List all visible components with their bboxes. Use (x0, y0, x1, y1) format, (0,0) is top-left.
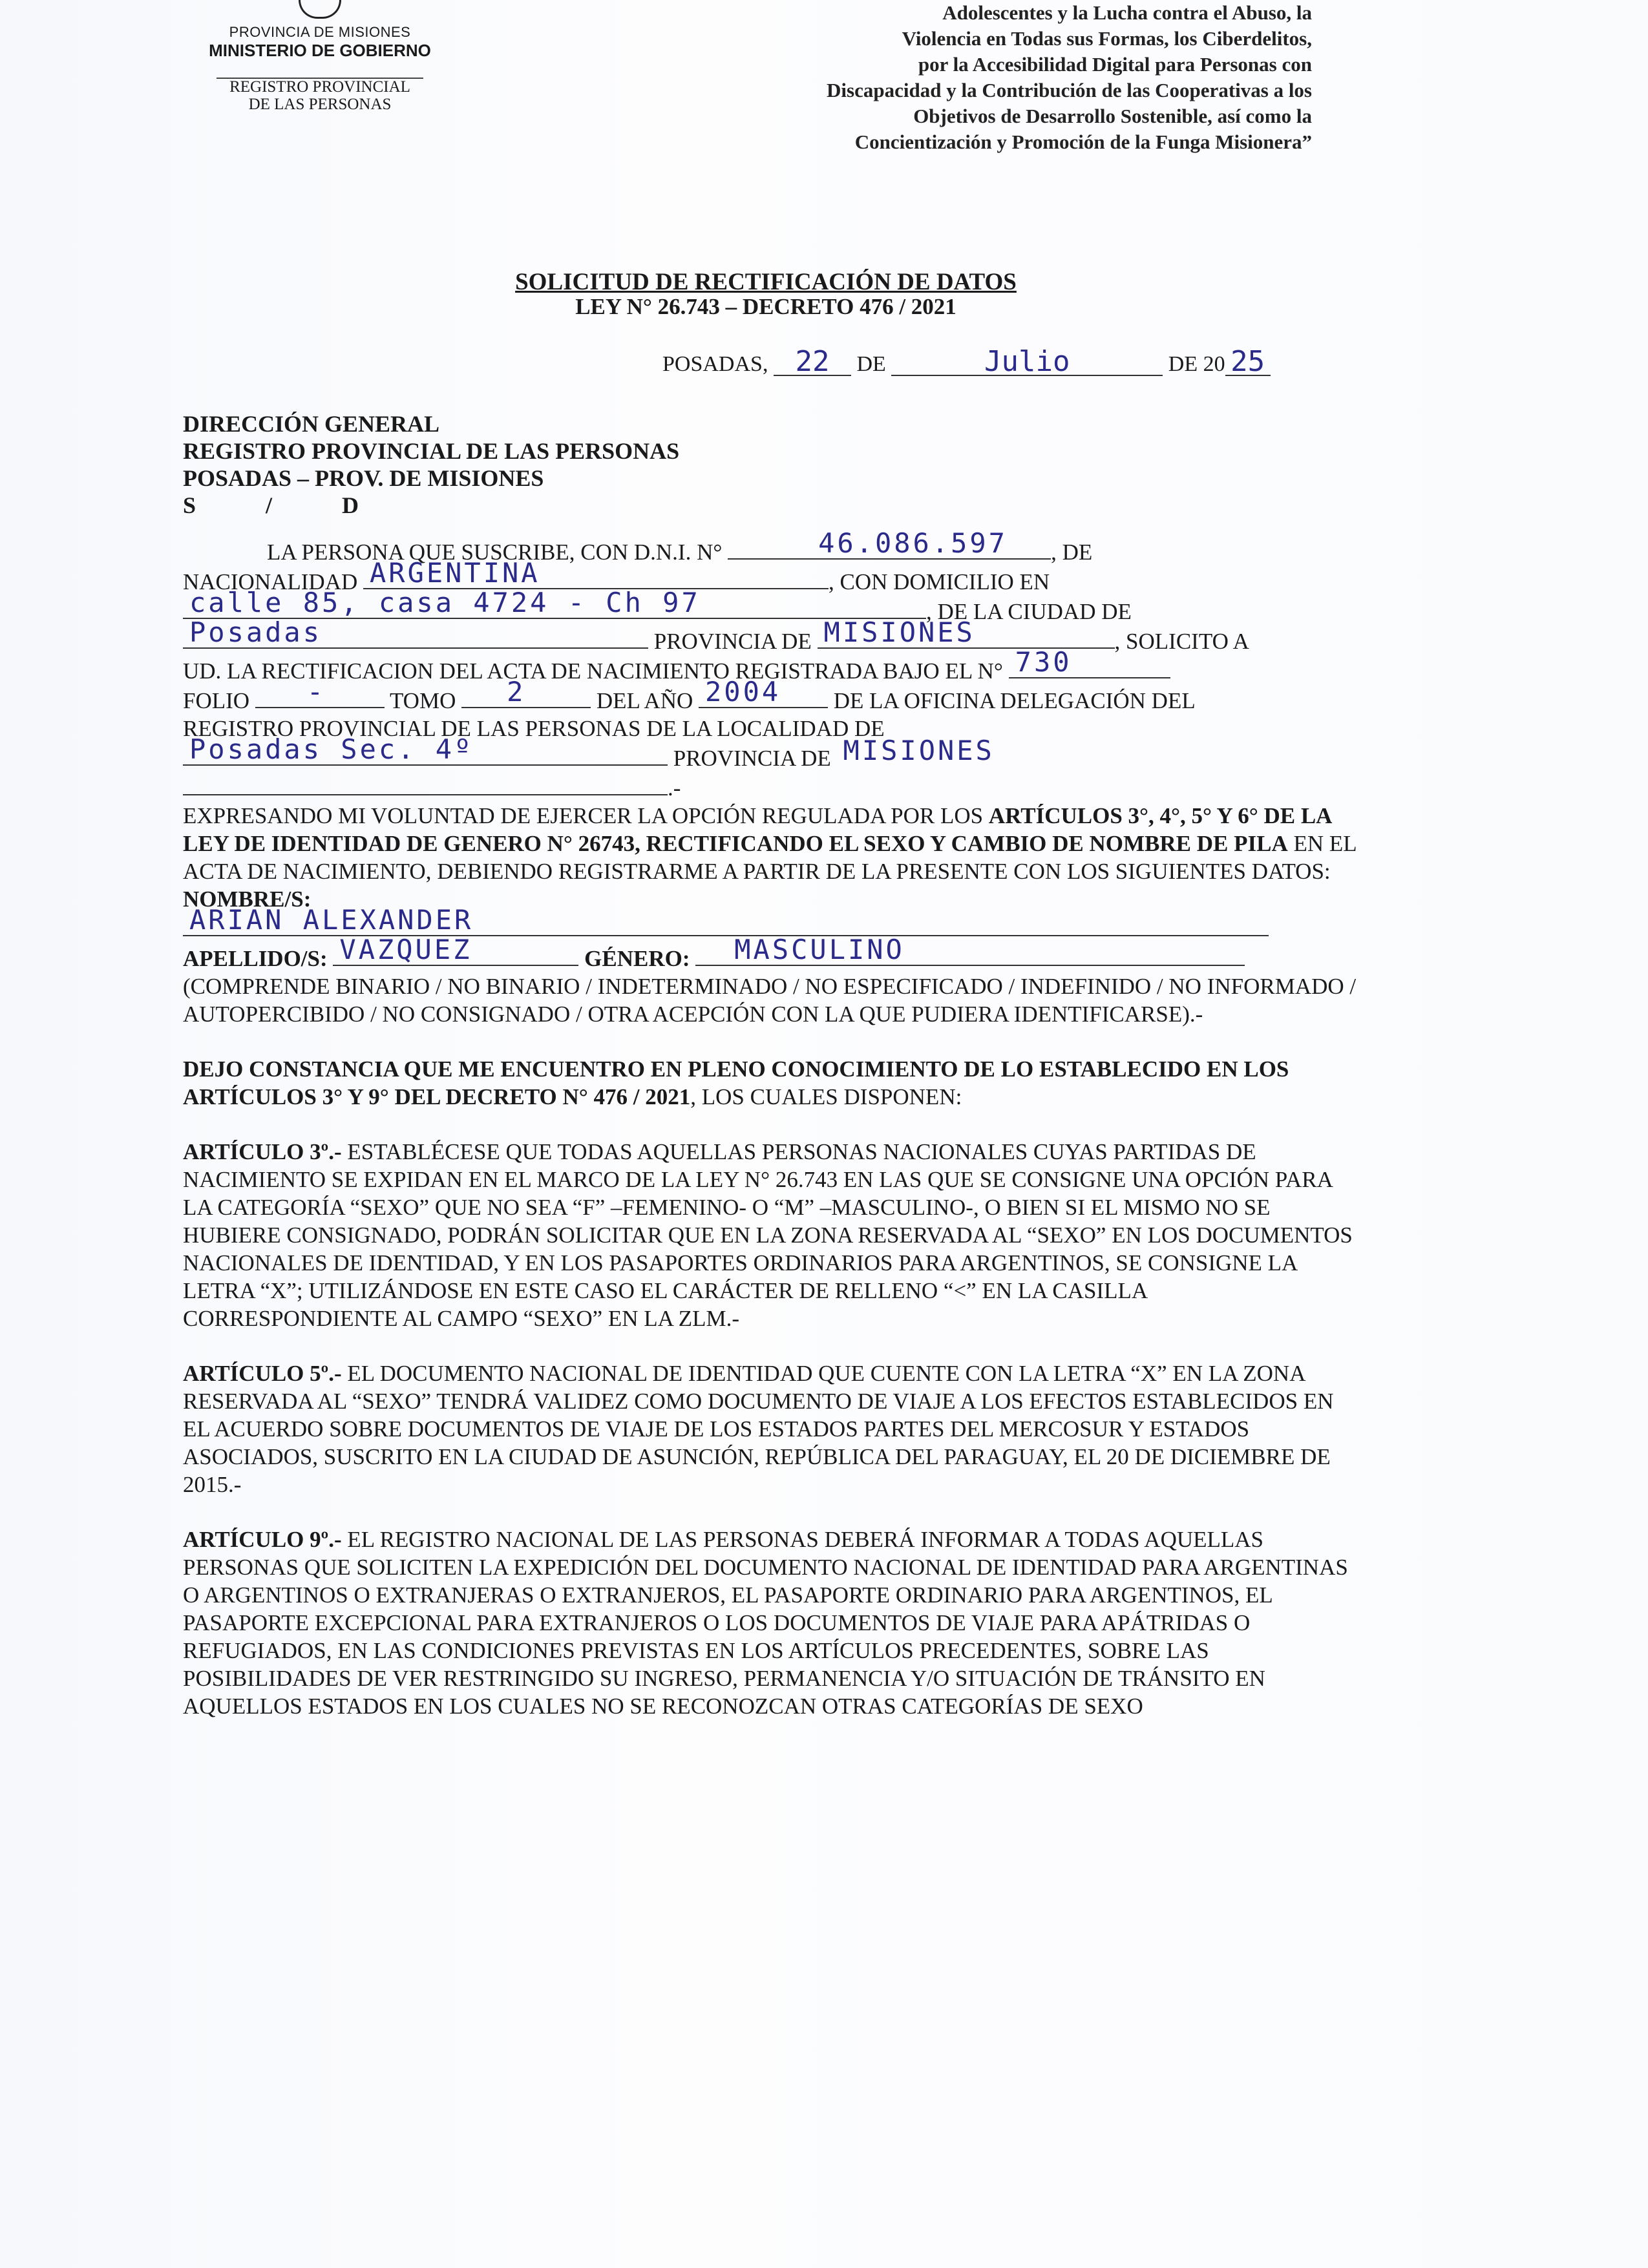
anio-field[interactable] (699, 676, 828, 708)
voluntad-bold: ARTÍCULOS 3°, 4°, 5° Y 6° DE LA LEY DE IDENTIDAD DE GENERO N° 26743, RECTIFICANDO EL SEXO Y CAMBIO DE NOMBRE DE PILA (183, 803, 1331, 856)
motto-line: Concientización y Promoción de la Funga Misionera” (854, 131, 1312, 153)
constancia-bold: DEJO CONSTANCIA QUE ME ENCUENTRO EN PLENO CONOCIMIENTO DE LO ESTABLECIDO EN LOS ARTÍCULOS 3° Y 9° DEL DECRETO N° 476 / 2021 (183, 1056, 1289, 1109)
genero-value: MASCULINO (734, 934, 905, 965)
article-text: EL REGISTRO NACIONAL DE LAS PERSONAS DEBERÁ INFORMAR A TODAS AQUELLAS PERSONAS QUE SOLICITEN LA EXPEDICIÓN DEL DOCUMENTO NACIONAL DE IDENTIDAD PARA ARGENTINAS O ARGENTINOS O EXTRANJERAS O EXTRANJEROS, EL PASAPORTE ORDINARIO PARA ARGENTINOS, EL PASAPORTE EXCEPCIONAL PARA EXTRANJEROS O LOS DOCUMENTOS DE VIAJE PARA APÁTRIDAS O REFUGIADOS, EN LAS CONDICIONES PREVISTAS EN LOS ARTÍCULOS PRECEDENTES, SOBRE LAS POSIBILIDADES DE VER RESTRINGIDO SU INGRESO, PERMANENCIA Y/O SITUACIÓN DE TRÁNSITO EN AQUELLOS ESTADOS EN LOS CUALES NO SE RECONOZCAN OTRAS CATEGORÍAS DE SEXO (183, 1527, 1348, 1719)
document-title: SOLICITUD DE RECTIFICACIÓN DE DATOS (515, 269, 1017, 295)
date-de-year: DE 20 (1168, 352, 1225, 376)
article-label: ARTÍCULO 3º.- (183, 1139, 342, 1164)
addressee-line: S / D (183, 492, 359, 518)
article-text: ESTABLÉCESE QUE TODAS AQUELLAS PERSONAS NACIONALES CUYAS PARTIDAS DE NACIMIENTO SE EXPIDAN EN EL MARCO DE LA LEY N° 26.743 EN LAS QUE SE CONSIGNE UNA OPCIÓN PARA LA CATEGORÍA “SEXO” QUE NO SEA “F” –FEMENINO- O “M” –MASCULINO-, O BIEN SI EL MISMO NO SE HUBIERE CONSIGNADO, PODRÁN SOLICITAR QUE EN LA ZONA RESERVADA AL “SEXO” EN LOS DOCUMENTOS NACIONALES DE IDENTIDAD, Y EN LOS PASAPORTES ORDINARIOS PARA ARGENTINOS, SE CONSIGNE LA LETRA “X”; UTILIZÁNDOSE EN ESTE CASO EL CARÁCTER DE RELLENO “<” EN LA CASILLA CORRESPONDIENTE AL CAMPO “SEXO” EN LA ZLM.- (183, 1139, 1353, 1331)
folio-field[interactable] (255, 676, 385, 708)
acta-label: UD. LA RECTIFICACION DEL ACTA DE NACIMIENTO REGISTRADA BAJO EL N° (183, 658, 1003, 684)
form-line-ciudad (183, 616, 1359, 655)
constancia-rest: , LOS CUALES DISPONEN: (690, 1084, 962, 1109)
date-month-field[interactable]: Julio (891, 349, 1163, 376)
form-line-blank (183, 772, 1359, 802)
acta-field[interactable] (1009, 646, 1170, 678)
form-line-localidad (183, 733, 1359, 772)
solicito-label: , SOLICITO A (1114, 629, 1249, 654)
acta-value: 730 (1015, 646, 1072, 678)
folio-label: FOLIO (183, 688, 250, 713)
form-line-folio (183, 676, 1359, 715)
de-label: , DE (1051, 540, 1093, 565)
registro-line-1: REGISTRO PROVINCIAL (229, 78, 410, 96)
article-9 (183, 1526, 1359, 1720)
nombre-field[interactable] (183, 904, 1269, 936)
apellido-value: VAZQUEZ (339, 934, 472, 965)
genero-field[interactable] (695, 934, 1245, 966)
provincia-value: MISIONES (823, 616, 975, 648)
addressee-line: POSADAS – PROV. DE MISIONES (183, 465, 544, 491)
registro-line-2: DE LAS PERSONAS (248, 96, 392, 113)
dni-field[interactable] (728, 527, 1051, 560)
genero-label: GÉNERO: (584, 946, 690, 971)
annual-motto (640, 0, 1312, 155)
registro-label: REGISTRO PROVINCIAL DE LAS PERSONAS DE LA LOCALIDAD DE (183, 716, 885, 741)
dni-value: 46.086.597 (818, 527, 1008, 559)
header-logo-block (184, 0, 456, 114)
article-text: EL DOCUMENTO NACIONAL DE IDENTIDAD QUE CUENTE CON LA LETRA “X” EN LA ZONA RESERVADA AL “SEXO” TENDRÁ VALIDEZ COMO DOCUMENTO DE VIAJE A LOS EFECTOS ESTABLECIDOS EN EL ACUERDO SOBRE DOCUMENTOS DE VIAJE DE LOS ESTADOS PARTES DEL MERCOSUR Y ESTADOS ASOCIADOS, SUSCRITO EN LA CIUDAD DE ASUNCIÓN, REPÚBLICA DEL PARAGUAY, EL 20 DE DICIEMBRE DE 2015.- (183, 1361, 1334, 1497)
provincial-seal-icon (299, 0, 341, 19)
voluntad-text-2: EN EL ACTA DE NACIMIENTO, DEBIENDO REGISTRARME A PARTIR DE LA PRESENTE CON LOS SIGUIENTES DATOS: (183, 831, 1357, 884)
end-dash: .- (668, 775, 681, 801)
tomo-value: 2 (507, 676, 526, 708)
article-label: ARTÍCULO 9º.- (183, 1527, 342, 1552)
localidad-value: Posadas Sec. 4º (189, 733, 474, 765)
domicilio-field[interactable] (183, 587, 926, 619)
nacionalidad-value: ARGENTINA (370, 557, 540, 589)
anio-label: DEL AÑO (596, 688, 693, 713)
motto-line: por la Accesibilidad Digital para Personas con (918, 53, 1312, 76)
constancia-paragraph (183, 1055, 1359, 1111)
nombre-value: ARIAN ALEXANDER (189, 904, 474, 936)
provincia2-label: PROVINCIA DE (673, 746, 831, 771)
apellido-field[interactable] (333, 934, 578, 966)
anio-value: 2004 (705, 676, 781, 708)
addressee-block (183, 410, 679, 519)
ciudad-value: Posadas (189, 616, 322, 648)
article-label: ARTÍCULO 5º.- (183, 1361, 342, 1386)
province-name: PROVINCIA DE MISIONES (229, 24, 411, 40)
motto-line: Objetivos de Desarrollo Sostenible, así como la (913, 105, 1312, 127)
voluntad-text: EXPRESANDO MI VOLUNTAD DE EJERCER LA OPCIÓN REGULADA POR LOS (183, 803, 989, 828)
provincia2-value: MISIONES (843, 735, 995, 766)
folio-value: - (306, 676, 326, 708)
ministry-name: MINISTERIO DE GOBIERNO (209, 41, 431, 60)
date-city: POSADAS, (662, 352, 768, 376)
genero-options: (COMPRENDE BINARIO / NO BINARIO / INDETERMINADO / NO ESPECIFICADO / INDEFINIDO / NO INFORMADO / AUTOPERCIBIDO / NO CONSIGNADO / OTRA ACEPCIÓN CON LA QUE PUDIERA IDENTIFICARSE).- (183, 974, 1357, 1027)
date-day-field[interactable]: 22 (774, 349, 851, 376)
provincia-label: PROVINCIA DE (653, 629, 812, 654)
date-line (662, 345, 1271, 378)
form-line-dni (183, 527, 1359, 566)
motto-line: Violencia en Todas sus Formas, los Ciberdelitos, (902, 27, 1312, 50)
request-form (183, 527, 1359, 1720)
article-5 (183, 1360, 1359, 1498)
article-3 (183, 1138, 1359, 1332)
nacionalidad-label: NACIONALIDAD (183, 569, 358, 594)
date-year-field[interactable]: 25 (1225, 349, 1271, 376)
tomo-field[interactable] (461, 676, 591, 708)
domicilio-label: , CON DOMICILIO EN (829, 569, 1050, 594)
motto-line: Adolescentes y la Lucha contra el Abuso, la (942, 1, 1312, 24)
addressee-line: DIRECCIÓN GENERAL (183, 411, 440, 437)
provincia2-field[interactable] (837, 735, 1134, 766)
provincia-field[interactable] (818, 616, 1115, 649)
nacionalidad-field[interactable] (363, 557, 829, 589)
form-line-apellido (183, 934, 1359, 972)
addressee-line: REGISTRO PROVINCIAL DE LAS PERSONAS (183, 438, 680, 464)
localidad-field[interactable] (183, 733, 668, 766)
voluntad-paragraph (183, 802, 1359, 913)
date-de: DE (856, 352, 886, 376)
extra-field[interactable] (183, 772, 668, 795)
tomo-label: TOMO (389, 688, 456, 713)
dni-label: LA PERSONA QUE SUSCRIBE, CON D.N.I. N° (267, 540, 723, 565)
ciudad-field[interactable] (183, 616, 648, 649)
apellido-label: APELLIDO/S: (183, 946, 328, 971)
domicilio-value: calle 85, casa 4724 - Ch 97 (189, 587, 701, 618)
nombre-label: NOMBRE/S: (183, 887, 312, 912)
document-subtitle: LEY N° 26.743 – DECRETO 476 / 2021 (575, 294, 956, 319)
form-line-domicilio (183, 587, 1359, 625)
motto-line: Discapacidad y la Contribución de las Cooperativas a los (827, 79, 1312, 101)
oficina-label: DE LA OFICINA DELEGACIÓN DEL (833, 688, 1196, 713)
ciudad-label: , DE LA CIUDAD DE (926, 599, 1132, 624)
